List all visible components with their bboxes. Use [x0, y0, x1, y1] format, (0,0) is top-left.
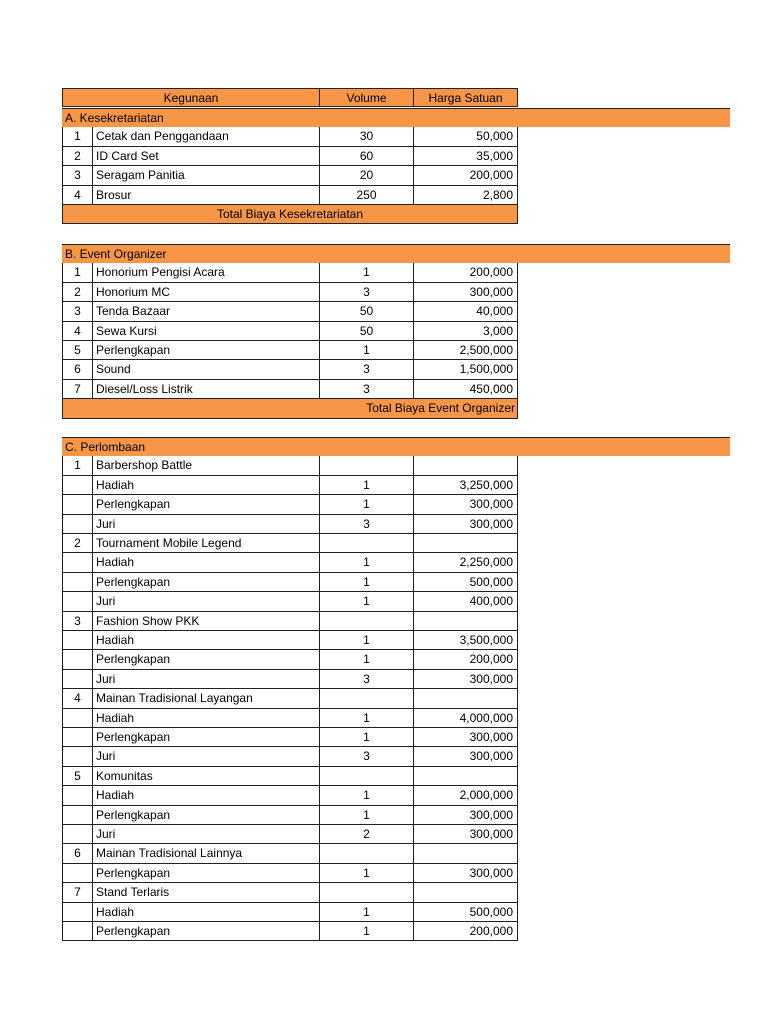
- row-price: 50,000: [413, 127, 518, 146]
- row-volume: 1: [319, 631, 413, 650]
- row-number: [62, 806, 92, 825]
- section-title: C. Perlombaan: [62, 437, 730, 456]
- row-price: 3,250,000: [413, 476, 518, 495]
- row-volume: [319, 534, 413, 553]
- row-item: Honorium Pengisi Acara: [92, 263, 319, 282]
- row-price: 500,000: [413, 903, 518, 922]
- row-item: Hadiah: [92, 786, 319, 805]
- row-item: Fashion Show PKK: [92, 612, 319, 631]
- row-item: Sound: [92, 360, 319, 379]
- row-price: 2,000,000: [413, 786, 518, 805]
- row-price: 2,500,000: [413, 341, 518, 360]
- row-item: Sewa Kursi: [92, 322, 319, 341]
- row-number: [62, 495, 92, 514]
- row-item: Komunitas: [92, 767, 319, 786]
- row-price: 300,000: [413, 806, 518, 825]
- row-price: 300,000: [413, 728, 518, 747]
- row-number: [62, 922, 92, 941]
- row-volume: 1: [319, 476, 413, 495]
- row-number: [62, 573, 92, 592]
- row-number: 1: [62, 263, 92, 282]
- row-price: 2,800: [413, 186, 518, 205]
- row-price: 300,000: [413, 515, 518, 534]
- row-volume: 1: [319, 592, 413, 611]
- total-label: Total Biaya Kesekretariatan: [62, 205, 518, 224]
- row-number: 3: [62, 302, 92, 321]
- row-price: 3,500,000: [413, 631, 518, 650]
- row-price: 40,000: [413, 302, 518, 321]
- row-item: Mainan Tradisional Lainnya: [92, 844, 319, 863]
- row-number: [62, 592, 92, 611]
- row-number: 1: [62, 127, 92, 146]
- row-number: 3: [62, 612, 92, 631]
- row-volume: 1: [319, 903, 413, 922]
- row-price: 450,000: [413, 380, 518, 399]
- row-price: [413, 767, 518, 786]
- row-volume: 3: [319, 360, 413, 379]
- row-price: 200,000: [413, 922, 518, 941]
- row-number: [62, 650, 92, 669]
- row-number: [62, 825, 92, 844]
- row-number: 4: [62, 322, 92, 341]
- row-number: 7: [62, 380, 92, 399]
- row-item: Perlengkapan: [92, 573, 319, 592]
- row-price: [413, 456, 518, 475]
- row-volume: 1: [319, 709, 413, 728]
- row-number: 1: [62, 456, 92, 475]
- row-item: Perlengkapan: [92, 864, 319, 883]
- row-price: 2,250,000: [413, 553, 518, 572]
- row-number: [62, 631, 92, 650]
- row-volume: 50: [319, 322, 413, 341]
- row-volume: 1: [319, 263, 413, 282]
- row-number: [62, 670, 92, 689]
- row-volume: 1: [319, 573, 413, 592]
- row-number: 2: [62, 147, 92, 166]
- row-price: 300,000: [413, 670, 518, 689]
- row-item: Juri: [92, 747, 319, 766]
- row-price: [413, 844, 518, 863]
- row-item: Barbershop Battle: [92, 456, 319, 475]
- row-number: 6: [62, 844, 92, 863]
- row-volume: 3: [319, 670, 413, 689]
- row-item: Stand Terlaris: [92, 883, 319, 902]
- row-price: 300,000: [413, 825, 518, 844]
- row-number: [62, 786, 92, 805]
- row-item: Honorium MC: [92, 283, 319, 302]
- row-volume: 2: [319, 825, 413, 844]
- row-price: 300,000: [413, 283, 518, 302]
- row-price: 200,000: [413, 166, 518, 185]
- row-price: [413, 612, 518, 631]
- row-item: Seragam Panitia: [92, 166, 319, 185]
- row-number: 5: [62, 767, 92, 786]
- row-volume: 250: [319, 186, 413, 205]
- row-number: [62, 553, 92, 572]
- row-volume: 1: [319, 786, 413, 805]
- row-item: Hadiah: [92, 903, 319, 922]
- row-item: Tournament Mobile Legend: [92, 534, 319, 553]
- row-item: Perlengkapan: [92, 650, 319, 669]
- row-number: 6: [62, 360, 92, 379]
- row-volume: 1: [319, 553, 413, 572]
- row-number: 2: [62, 283, 92, 302]
- row-item: Diesel/Loss Listrik: [92, 380, 319, 399]
- row-price: 300,000: [413, 864, 518, 883]
- row-item: Perlengkapan: [92, 922, 319, 941]
- row-volume: 1: [319, 864, 413, 883]
- row-price: 3,000: [413, 322, 518, 341]
- row-number: [62, 747, 92, 766]
- row-item: Perlengkapan: [92, 806, 319, 825]
- row-number: 7: [62, 883, 92, 902]
- row-item: Juri: [92, 670, 319, 689]
- row-item: Hadiah: [92, 476, 319, 495]
- row-item: Tenda Bazaar: [92, 302, 319, 321]
- row-number: [62, 709, 92, 728]
- row-price: 4,000,000: [413, 709, 518, 728]
- row-price: 35,000: [413, 147, 518, 166]
- row-item: Cetak dan Penggandaan: [92, 127, 319, 146]
- row-price: [413, 883, 518, 902]
- row-item: Hadiah: [92, 709, 319, 728]
- row-volume: [319, 767, 413, 786]
- row-volume: [319, 612, 413, 631]
- row-price: [413, 689, 518, 708]
- row-item: Perlengkapan: [92, 728, 319, 747]
- row-item: Juri: [92, 515, 319, 534]
- row-number: [62, 864, 92, 883]
- row-price: 1,500,000: [413, 360, 518, 379]
- row-price: [413, 534, 518, 553]
- row-volume: 3: [319, 747, 413, 766]
- section-title: A. Kesekretariatan: [62, 108, 730, 127]
- row-volume: 3: [319, 515, 413, 534]
- row-price: 200,000: [413, 263, 518, 282]
- row-price: 400,000: [413, 592, 518, 611]
- row-item: Hadiah: [92, 631, 319, 650]
- row-item: Juri: [92, 825, 319, 844]
- row-volume: [319, 456, 413, 475]
- row-number: [62, 476, 92, 495]
- row-volume: 3: [319, 380, 413, 399]
- row-price: 300,000: [413, 747, 518, 766]
- row-number: 4: [62, 186, 92, 205]
- row-volume: 1: [319, 495, 413, 514]
- row-volume: 60: [319, 147, 413, 166]
- total-label: Total Biaya Event Organizer: [62, 399, 518, 418]
- header-kegunaan: Kegunaan: [62, 88, 319, 107]
- row-volume: 50: [319, 302, 413, 321]
- section-title: B. Event Organizer: [62, 244, 730, 263]
- header-volume: Volume: [319, 88, 413, 107]
- row-price: 300,000: [413, 495, 518, 514]
- row-volume: 1: [319, 650, 413, 669]
- row-item: Perlengkapan: [92, 341, 319, 360]
- row-item: Perlengkapan: [92, 495, 319, 514]
- row-volume: 1: [319, 922, 413, 941]
- row-volume: [319, 844, 413, 863]
- row-number: 4: [62, 689, 92, 708]
- row-volume: 3: [319, 283, 413, 302]
- row-item: ID Card Set: [92, 147, 319, 166]
- row-number: 5: [62, 341, 92, 360]
- row-item: Hadiah: [92, 553, 319, 572]
- row-volume: [319, 883, 413, 902]
- header-harga-satuan: Harga Satuan: [413, 88, 518, 107]
- row-volume: 1: [319, 728, 413, 747]
- row-volume: 1: [319, 806, 413, 825]
- row-volume: 1: [319, 341, 413, 360]
- row-volume: [319, 689, 413, 708]
- row-volume: 20: [319, 166, 413, 185]
- row-number: [62, 903, 92, 922]
- row-item: Brosur: [92, 186, 319, 205]
- row-number: 2: [62, 534, 92, 553]
- row-item: Mainan Tradisional Layangan: [92, 689, 319, 708]
- row-price: 200,000: [413, 650, 518, 669]
- row-number: 3: [62, 166, 92, 185]
- row-item: Juri: [92, 592, 319, 611]
- row-volume: 30: [319, 127, 413, 146]
- row-number: [62, 515, 92, 534]
- row-price: 500,000: [413, 573, 518, 592]
- row-number: [62, 728, 92, 747]
